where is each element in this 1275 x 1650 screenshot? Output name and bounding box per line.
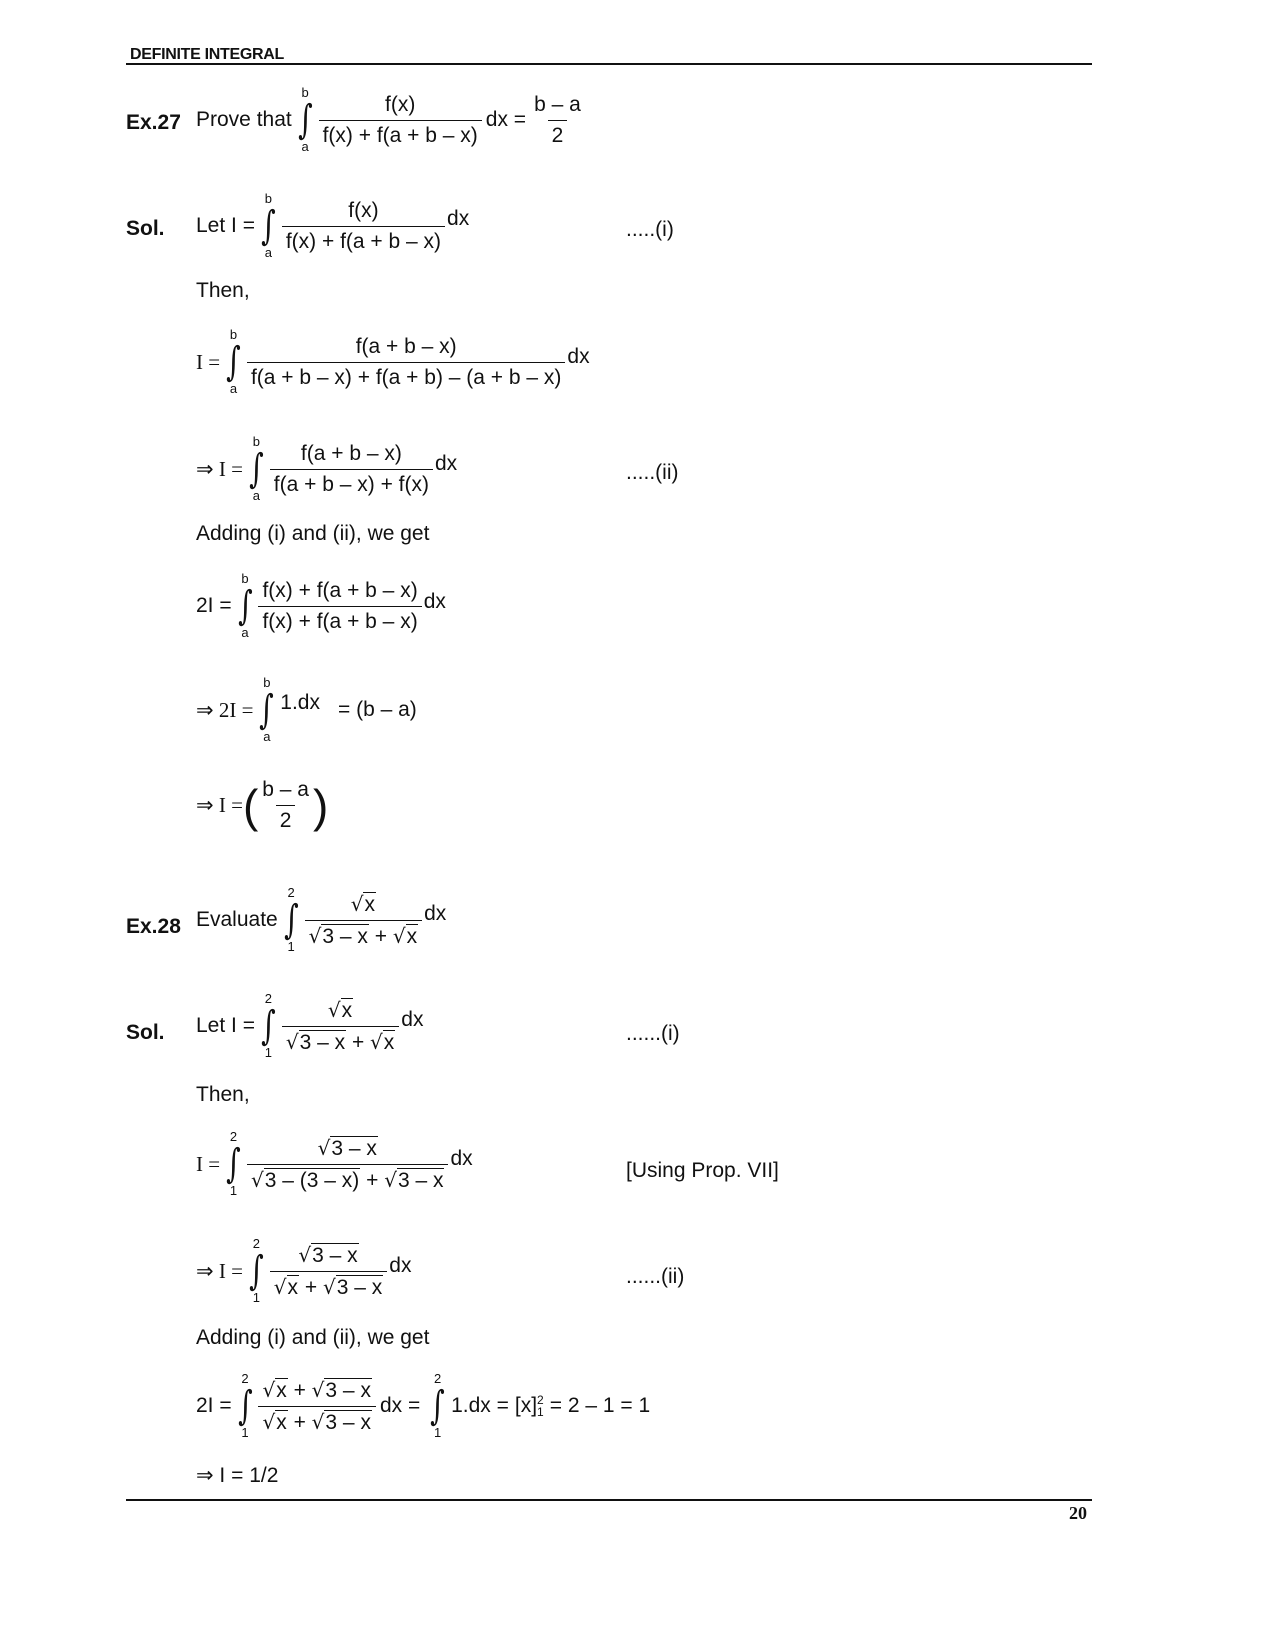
equation-tag-i: ......(i): [626, 1022, 680, 1045]
dx-equals: dx =: [485, 108, 527, 131]
adding-text: Adding (i) and (ii), we get: [196, 522, 430, 545]
solution-27-label: Sol.: [126, 217, 165, 240]
sol27-step3: [196, 435, 457, 503]
integrand-fraction: $\frac{f(x) + f(a + b - x)}{f(x) + f(a + b - x)}$: [258, 579, 421, 634]
integral-sign: b ∫ a: [226, 327, 241, 396]
dx-equals: dx =: [379, 1394, 421, 1417]
integrand: 1.dx =: [451, 1394, 509, 1417]
footer-rule: [126, 1499, 1092, 1501]
bracket-evaluation: [x] 2 1: [514, 1393, 544, 1420]
integral-sign: 2 ∫ 1: [430, 1371, 445, 1440]
integral-sign: b ∫ a: [261, 191, 276, 260]
equation-tag-i: .....(i): [626, 218, 674, 241]
example-28-label: Ex.28: [126, 915, 181, 938]
example-27-prompt: Prove that: [196, 108, 292, 131]
integrand-fraction: √ x √ 3 – x + √ x: [305, 892, 422, 949]
integrand-fraction: √ x + √ 3 – x √ x + √ 3 – x: [258, 1378, 375, 1435]
example-28-statement: [196, 886, 446, 954]
let-text: Let I =: [196, 1014, 255, 1037]
dx: dx: [423, 590, 446, 613]
dx: dx: [447, 207, 470, 230]
example-27-label: Ex.27: [126, 111, 181, 134]
equation-tag-ii: .....(ii): [626, 461, 679, 484]
integral-sign: b ∫ a: [237, 571, 253, 640]
page-header: DEFINITE INTEGRAL: [130, 46, 285, 63]
page-number: 20: [1069, 1503, 1087, 1523]
example-27-statement: [196, 86, 585, 154]
integral-sign: 2 ∫ 1: [226, 1129, 241, 1198]
rhs-fraction: $\frac{b - a}{2}$: [534, 92, 581, 147]
integrand-fraction: $\frac{f(x)}{f(x) + f(a + b - x)}$: [319, 93, 482, 148]
integral-sign: b ∫ a: [249, 434, 264, 503]
lhs: ⇒ 2I =: [196, 697, 254, 722]
sol27-step4: [196, 572, 446, 640]
integrand: 1.dx: [280, 691, 320, 714]
then-text: Then,: [196, 1083, 250, 1106]
integral-sign: 2 ∫ 1: [283, 885, 299, 954]
integral-sign: b ∫ a: [297, 85, 313, 154]
adding-text: Adding (i) and (ii), we get: [196, 1326, 430, 1349]
then-text: Then,: [196, 279, 250, 302]
lhs: ⇒ I =: [196, 456, 243, 481]
lhs: 2I =: [196, 1394, 232, 1417]
rhs: = (b – a): [337, 698, 417, 721]
dx: dx: [567, 345, 590, 368]
integrand-fraction: √ 3 – x √ 3 – (3 – x) + √ 3 – x: [247, 1136, 449, 1193]
lhs: ⇒ I =: [196, 1258, 243, 1283]
result-fraction: $\frac{b - a}{2}$: [262, 778, 309, 832]
sol28-step4: [196, 1372, 650, 1440]
property-note: [Using Prop. VII]: [626, 1159, 779, 1182]
sol27-step6: [196, 778, 328, 833]
dx: dx: [435, 452, 458, 475]
integrand-fraction: √ 3 – x √ x + √ 3 – x: [270, 1243, 387, 1300]
right-paren: ): [312, 779, 329, 832]
rhs: = 2 – 1 = 1: [549, 1394, 651, 1417]
integral-sign: 2 ∫ 1: [249, 1236, 264, 1305]
sol27-step2: [196, 328, 590, 396]
left-paren: (: [242, 779, 259, 832]
solution-28-label: Sol.: [126, 1021, 165, 1044]
lhs: 2I =: [196, 594, 232, 617]
integrand-fraction: $\frac{f(x)}{f(x) + f(a + b - x)}$: [282, 199, 445, 254]
equation-tag-ii: ......(ii): [626, 1265, 685, 1288]
lhs: ⇒ I =: [196, 793, 243, 817]
integral-sign: 2 ∫ 1: [237, 1371, 253, 1440]
header-rule: [126, 63, 1092, 65]
sol27-step5: [196, 676, 417, 744]
integrand-fraction: √ x √ 3 – x + √ x: [282, 998, 399, 1055]
integrand-fraction: $\frac{f(a + b - x)}{f(a + b - x) + f(x)}$: [270, 442, 433, 497]
let-text: Let I =: [196, 214, 255, 237]
sol28-step1: [196, 992, 423, 1060]
sol27-step1: [196, 192, 469, 260]
sol28-step2: [196, 1130, 473, 1198]
sol28-step3: [196, 1237, 411, 1305]
dx: dx: [424, 902, 447, 925]
integral-sign: 2 ∫ 1: [261, 991, 276, 1060]
integrand-fraction: $\frac{f(a + b - x)}{f(a + b - x) + f(a + b) - (a + b - x)}$: [247, 335, 565, 390]
integral-sign: b ∫ a: [259, 675, 275, 744]
lhs: I =: [196, 349, 221, 374]
final-answer: ⇒ I = 1/2: [196, 1464, 279, 1487]
lhs: I =: [196, 1151, 221, 1176]
dx: dx: [450, 1147, 473, 1170]
example-28-prompt: Evaluate: [196, 908, 278, 931]
dx: dx: [389, 1254, 412, 1277]
dx: dx: [401, 1008, 424, 1031]
